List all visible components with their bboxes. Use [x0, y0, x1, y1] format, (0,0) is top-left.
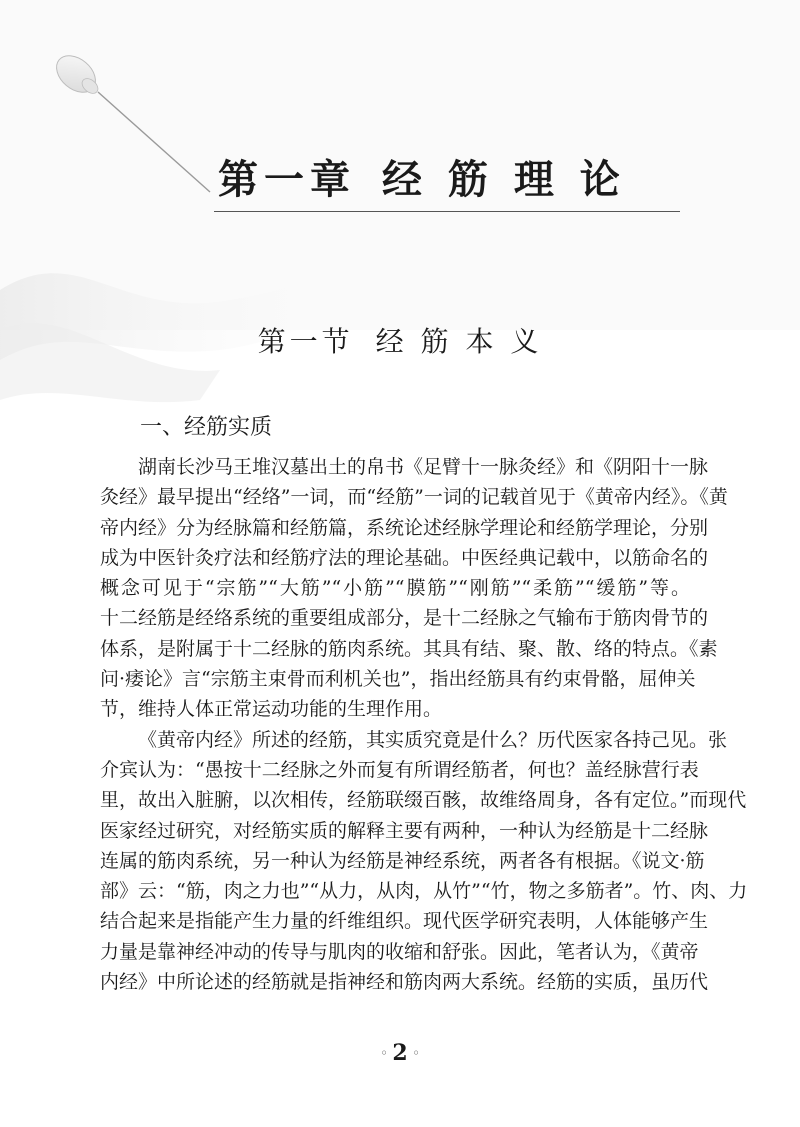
page-number: [0, 1040, 800, 1066]
text-line: 十二经筋是经络系统的重要组成部分，是十二经脉之气输布于筋肉骨节的: [100, 607, 709, 630]
text-line: 帝内经》分为经脉篇和经筋篇，系统论述经脉学理论和经筋学理论，分别: [100, 516, 709, 539]
chapter-name: 经 筋 理 论: [382, 156, 626, 203]
page-number-value: 2: [392, 1040, 408, 1066]
page-dot-icon: ◦: [407, 1046, 420, 1062]
page-dot-icon: ◦: [380, 1046, 393, 1062]
text-line: 问·痿论》言“宗筋主束骨而利机关也”，指出经筋具有约束骨骼，屈伸关: [100, 668, 696, 691]
section-number: 第一节: [257, 325, 354, 358]
text-line: 里，故出入脏腑，以次相传，经筋联缀百骸，故维络周身，各有定位。”而现代: [100, 789, 747, 812]
text-line: 湖南长沙马王堆汉墓出土的帛书《足臂十一脉灸经》和《阴阳十一脉: [138, 456, 709, 478]
body-text: [100, 452, 748, 997]
text-line: 概念可见于“宗筋”“大筋”“小筋”“膜筋”“刚筋”“柔筋”“缓筋”等。: [100, 577, 690, 600]
text-line: 力量是靠神经冲动的传导与肌肉的收缩和舒张。因此，笔者认为，《黄帝: [100, 940, 699, 963]
text-line: 介宾认为：“愚按十二经脉之外而复有所谓经筋者，何也？盖经脉营行表: [100, 758, 699, 781]
text-line: 医家经过研究，对经筋实质的解释主要有两种，一种认为经筋是十二经脉: [100, 819, 709, 842]
text-line: 内经》中所论述的经筋就是指神经和筋肉两大系统。经筋的实质，虽历代: [100, 971, 709, 994]
chapter-title: [218, 148, 626, 205]
section-name: 经 筋 本 义: [375, 325, 543, 358]
chapter-divider: [214, 211, 680, 212]
subsection-title: 一、经筋实质: [140, 415, 273, 440]
text-line: 部》云：“筋，肉之力也”“从力，从肉，从竹”“竹，物之多筋者”。竹、肉、力: [100, 880, 748, 903]
text-line: 节，维持人体正常运动功能的生理作用。: [100, 698, 443, 721]
text-line: 体系，是附属于十二经脉的筋肉系统。其具有结、聚、散、络的特点。《素: [100, 637, 718, 660]
text-line: 灸经》最早提出“经络”一词，而“经筋”一词的记载首见于《黄帝内经》。《黄: [100, 486, 728, 509]
text-line: 结合起来是指能产生力量的纤维组织。现代医学研究表明，人体能够产生: [100, 910, 709, 933]
text-line: 《黄帝内经》所述的经筋，其实质究竟是什么？历代医家各持己见。张: [138, 728, 728, 751]
section-title: [0, 320, 800, 360]
chapter-number: 第一章: [218, 156, 356, 203]
text-line: 成为中医针灸疗法和经筋疗法的理论基础。中医经典记载中，以筋命名的: [100, 546, 709, 569]
text-line: 连属的筋肉系统，另一种认为经筋是神经系统，两者各有根据。《说文·筋: [100, 849, 705, 872]
